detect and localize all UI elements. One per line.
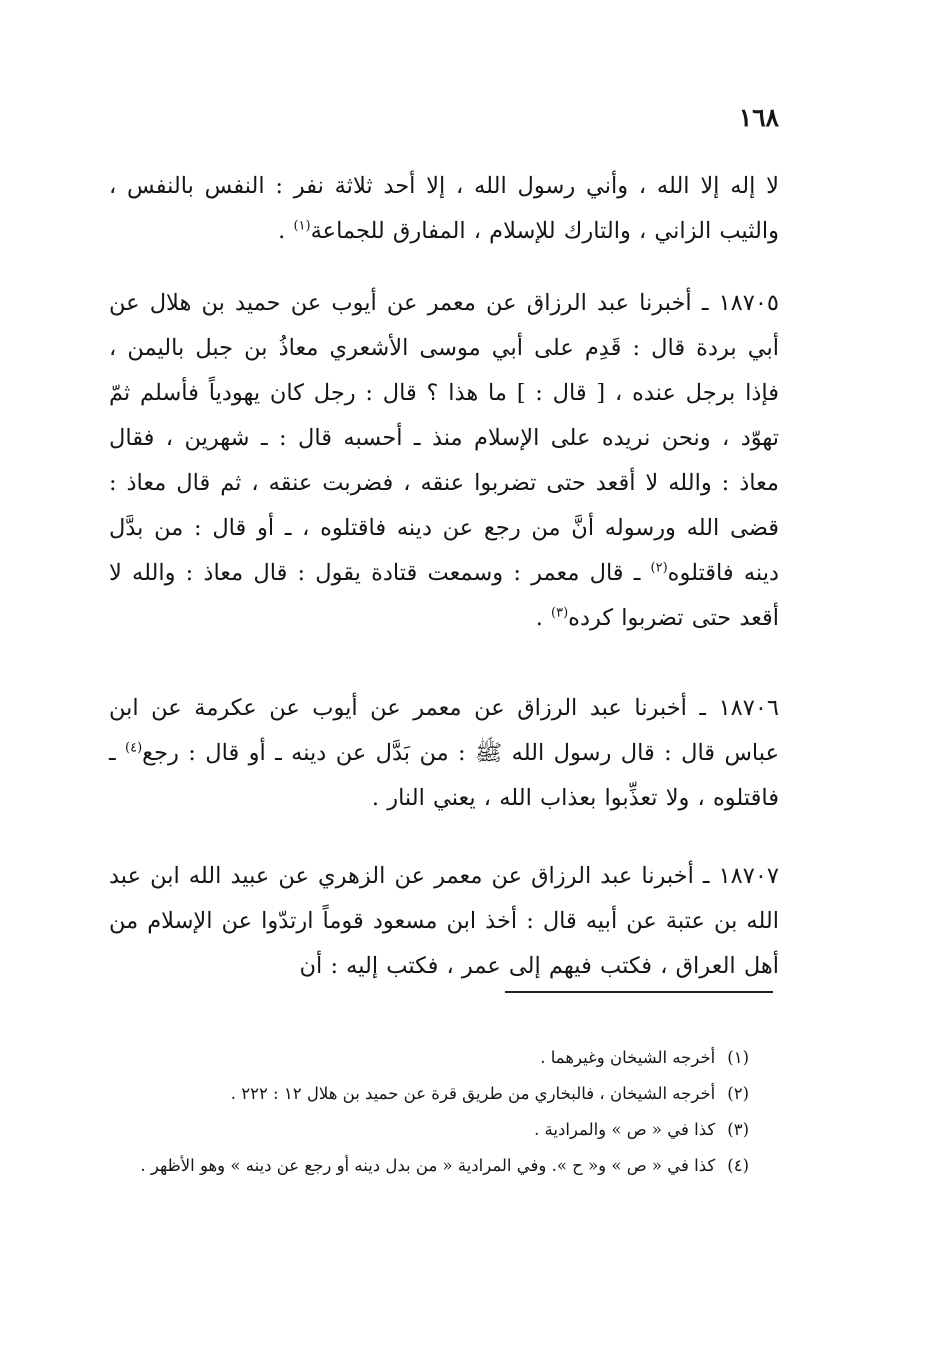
footnote-text: أخرجه الشيخان وغيرهما . (540, 1048, 716, 1067)
footnote-reference: (١) (293, 218, 311, 234)
paragraph-text: . (535, 605, 552, 631)
paragraph-1 (109, 164, 779, 254)
footnote-text: كذا في « ص » والمرادية . (534, 1120, 716, 1139)
paragraph-text: ١٨٧٠٧ ـ أخبرنا عبد الرزاق عن معمر عن الزهري عن عبيد الله ابن عبد الله بن عتبة عن أبيه قال : أخذ ابن مسعود قوماً ارتدّوا عن الإسلام من أهل العراق ، فكتب فيهم إلى عمر ، فكتب إليه : أن (109, 863, 779, 979)
page-number: ١٦٨ (738, 103, 779, 132)
footnote-text: أخرجه الشيخان ، فالبخاري من طريق قرة عن حميد بن هلال ١٢ : ٢٢٢ . (230, 1084, 716, 1103)
footnote-number: (١) (727, 1048, 749, 1067)
paragraph-18705 (109, 281, 779, 641)
paragraph-text: ١٨٧٠٦ ـ أخبرنا عبد الرزاق عن معمر عن أيوب عن عكرمة عن ابن عباس قال : قال رسول الله ﷺ : من بَدَّل عن دينه ـ أو قال : رجع (109, 695, 779, 766)
paragraph-text: . (278, 218, 294, 244)
paragraph-text: لا إله إلا الله ، وأني رسول الله ، إلا أحد ثلاثة نفر : النفس بالنفس ، والثيب الزاني ، والتارك للإسلام ، المفارق للجماعة (109, 173, 779, 244)
paragraph-text: ١٨٧٠٥ ـ أخبرنا عبد الرزاق عن معمر عن أيوب عن حميد بن هلال عن أبي بردة قال : قَدِم على أبي موسى الأشعري معاذُ بن جبل باليمن ، فإذا برجل عنده ، [ قال : ] ما هذا ؟ قال : رجل كان يهودياً فأسلم ثمّ تهوّد ، ونحن نريده على الإسلام منذ ـ أحسبه قال : ـ شهرين ، فقال معاذ : والله لا أقعد حتى تضربوا عنقه ، فضربت عنقه ، ثم قال معاذ : قضى الله ورسوله أنَّ من رجع عن دينه فاقتلوه ، ـ أو قال : من بدَّل دينه فاقتلوه (109, 290, 779, 586)
footnote-2 (109, 1076, 749, 1112)
footnote-number: (٢) (727, 1084, 749, 1103)
footnote-reference: (٤) (125, 740, 143, 756)
footnotes (109, 1040, 749, 1184)
paragraph-18706 (109, 686, 779, 821)
footnote-3 (109, 1112, 749, 1148)
paragraph-18707 (109, 854, 779, 989)
footnote-number: (٣) (727, 1120, 749, 1139)
paragraph-text: ـ فاقتلوه ، ولا تعذِّبوا بعذاب الله ، يعني النار . (109, 740, 779, 811)
footnote-1 (109, 1040, 749, 1076)
footnote-number: (٤) (727, 1156, 749, 1175)
footnote-text: كذا في « ص » و« ح ». وفي المرادية « من بدل دينه أو رجع عن دينه » وهو الأظهر . (140, 1156, 716, 1175)
footnote-reference: (٣) (551, 605, 569, 621)
footnote-divider (505, 991, 773, 993)
footnote-reference: (٢) (650, 560, 668, 576)
paragraph-text: ـ قال معمر : وسمعت قتادة يقول : قال معاذ : والله لا أقعد حتى تضربوا كرده (109, 560, 779, 631)
footnote-4 (109, 1148, 749, 1184)
